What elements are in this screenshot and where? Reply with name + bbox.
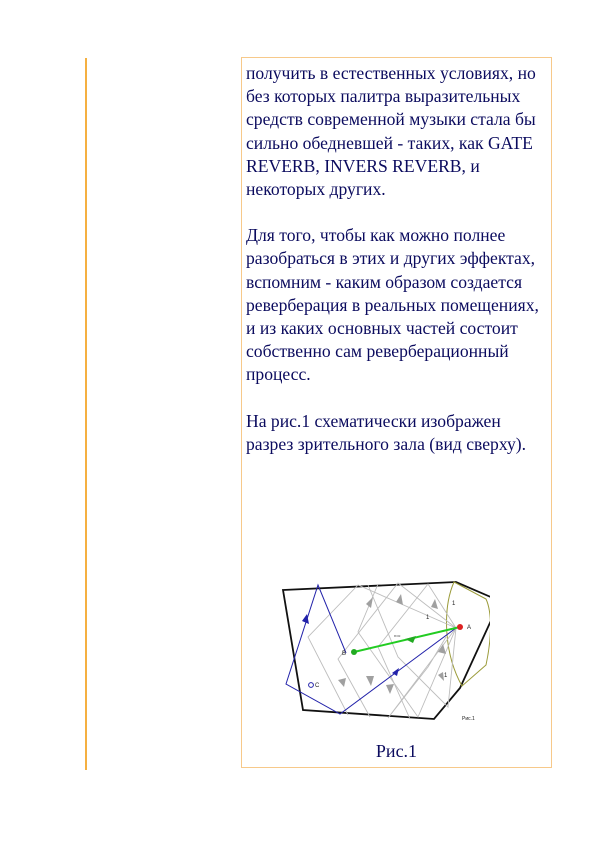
- body-text: [246, 62, 550, 479]
- hall-outline: [283, 582, 490, 719]
- label-1c: 1: [452, 601, 456, 607]
- margin-rule: [85, 58, 87, 770]
- paragraph-1: получить в естественных условиях, но без которых палитра выразительных средств современной музыки стала бы сильно обедневшей - таких, как GATE REVERB, INVERS REVERB, и некоторых других.: [246, 63, 536, 200]
- source-point: [457, 624, 463, 630]
- hall-diagram: [278, 577, 490, 727]
- figure-caption: Рис.1: [375, 741, 418, 761]
- listener-point: [351, 649, 357, 655]
- label-a: A: [467, 625, 472, 631]
- label-1b: 1: [444, 673, 448, 679]
- label-speed: v=c: [394, 633, 401, 638]
- label-b: B: [342, 651, 347, 657]
- paragraph-3: На рис.1 схематически изображен разрез зрительного зала (вид сверху).: [246, 410, 527, 454]
- label-1a: 1: [426, 615, 430, 621]
- ghost-point: [309, 683, 314, 688]
- label-rec: Рис.1: [462, 716, 475, 722]
- paragraph-2: Для того, чтобы как можно полнее разобраться в этих и других эффектах, вспомним - каким образом создается реверберация в реальных помещениях, и из каких основных частей состоит собственно сам реверберационный процесс.: [246, 225, 539, 385]
- label-c: C: [315, 683, 320, 689]
